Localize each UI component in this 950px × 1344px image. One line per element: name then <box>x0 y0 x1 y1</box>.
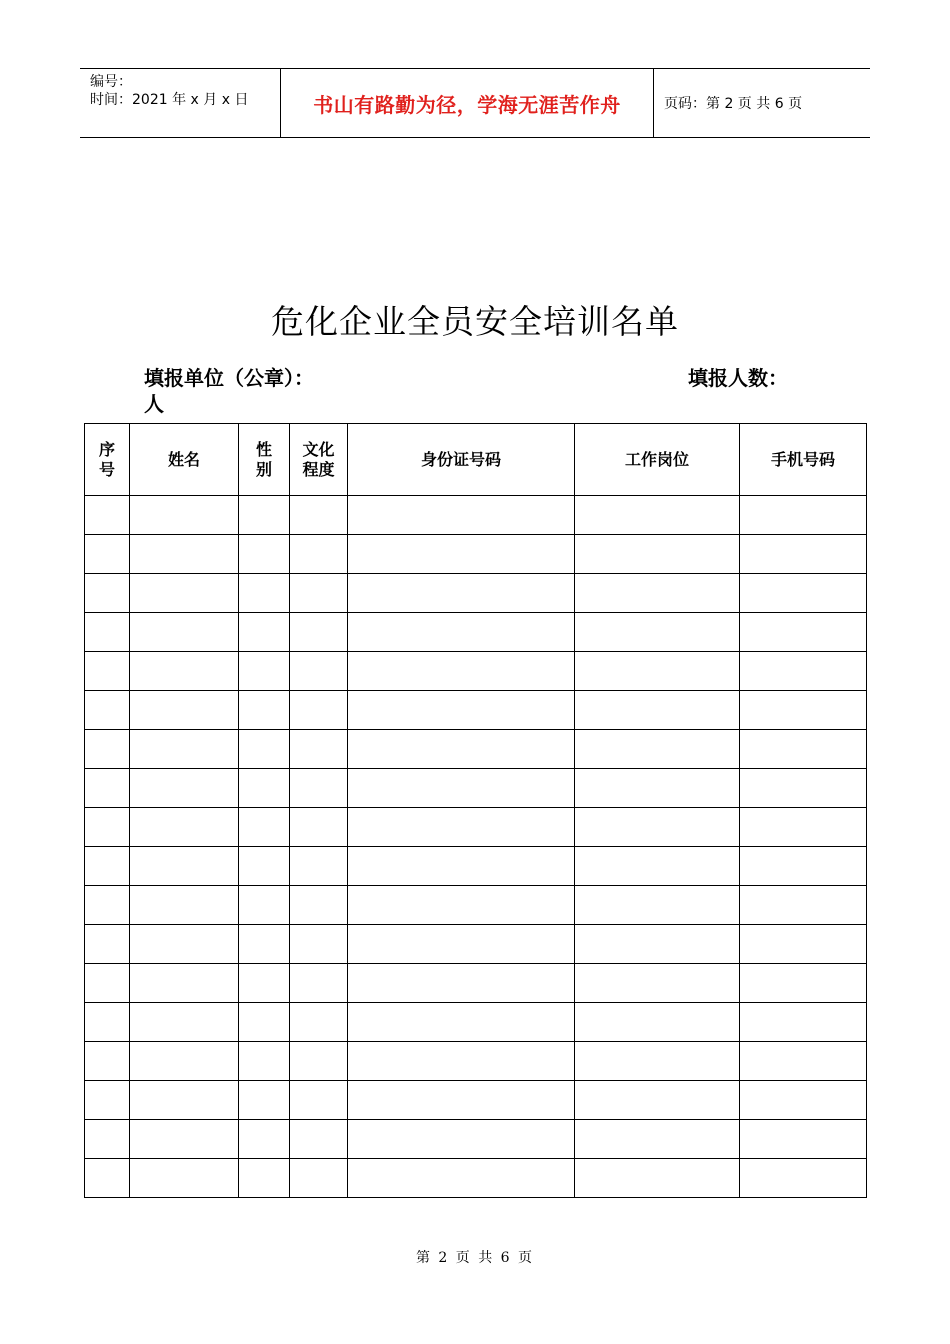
roster-body <box>85 496 867 1198</box>
table-cell[interactable] <box>740 1042 867 1081</box>
table-cell[interactable] <box>130 652 239 691</box>
table-cell[interactable] <box>348 1042 575 1081</box>
roster-table <box>84 423 867 1198</box>
table-cell[interactable] <box>130 769 239 808</box>
fill-count-label: 填报人数： <box>688 366 788 390</box>
motto-text: 书山有路勤为径，学海无涯苦作舟 <box>313 92 621 117</box>
table-cell[interactable] <box>130 847 239 886</box>
document-title: 危化企业全员安全培训名单 <box>271 302 679 341</box>
table-cell[interactable] <box>130 613 239 652</box>
table-cell[interactable] <box>348 730 575 769</box>
table-cell[interactable] <box>575 847 740 886</box>
code-label: 编号： <box>90 74 132 90</box>
table-cell[interactable] <box>85 769 130 808</box>
table-cell[interactable] <box>575 574 740 613</box>
table-cell[interactable] <box>740 613 867 652</box>
col-header-seq: 序 号 <box>85 424 130 496</box>
fill-count-suffix: 人 <box>144 392 164 416</box>
table-cell[interactable] <box>85 808 130 847</box>
table-cell[interactable] <box>290 730 348 769</box>
table-cell[interactable] <box>85 1120 130 1159</box>
table-cell[interactable] <box>85 496 130 535</box>
table-cell[interactable] <box>239 808 290 847</box>
table-cell[interactable] <box>85 691 130 730</box>
table-cell[interactable] <box>348 847 575 886</box>
table-cell[interactable] <box>239 964 290 1003</box>
table-row <box>85 808 867 847</box>
table-cell[interactable] <box>85 1003 130 1042</box>
table-cell[interactable] <box>740 652 867 691</box>
table-cell[interactable] <box>290 964 348 1003</box>
table-row <box>85 886 867 925</box>
col-header-education: 文化 程度 <box>290 424 348 496</box>
table-row <box>85 535 867 574</box>
table-cell[interactable] <box>575 964 740 1003</box>
table-cell[interactable] <box>348 808 575 847</box>
table-cell[interactable] <box>575 886 740 925</box>
page-label: 页码：第 2 页 共 6 页 <box>664 96 803 112</box>
table-cell[interactable] <box>239 535 290 574</box>
fill-unit-label: 填报单位（公章）： <box>144 366 314 390</box>
table-cell[interactable] <box>290 847 348 886</box>
table-cell[interactable] <box>85 847 130 886</box>
table-cell[interactable] <box>740 769 867 808</box>
table-cell[interactable] <box>85 1081 130 1120</box>
table-cell[interactable] <box>130 1042 239 1081</box>
table-cell[interactable] <box>130 691 239 730</box>
table-cell[interactable] <box>130 535 239 574</box>
table-row <box>85 925 867 964</box>
table-cell[interactable] <box>575 1159 740 1198</box>
col-header-phone: 手机号码 <box>740 424 867 496</box>
table-cell[interactable] <box>85 964 130 1003</box>
table-cell[interactable] <box>348 886 575 925</box>
table-cell[interactable] <box>740 496 867 535</box>
table-row <box>85 574 867 613</box>
table-cell[interactable] <box>85 925 130 964</box>
table-cell[interactable] <box>740 691 867 730</box>
table-cell[interactable] <box>239 1003 290 1042</box>
table-cell[interactable] <box>290 574 348 613</box>
table-cell[interactable] <box>740 1081 867 1120</box>
table-cell[interactable] <box>130 1003 239 1042</box>
table-cell[interactable] <box>85 652 130 691</box>
table-cell[interactable] <box>130 925 239 964</box>
table-cell[interactable] <box>290 886 348 925</box>
table-cell[interactable] <box>130 730 239 769</box>
table-cell[interactable] <box>290 1003 348 1042</box>
table-row <box>85 691 867 730</box>
table-cell[interactable] <box>290 769 348 808</box>
table-cell[interactable] <box>575 613 740 652</box>
table-cell[interactable] <box>239 769 290 808</box>
table-cell[interactable] <box>130 1120 239 1159</box>
table-cell[interactable] <box>290 1120 348 1159</box>
header-page-cell <box>654 69 870 137</box>
table-cell[interactable] <box>348 1120 575 1159</box>
table-cell[interactable] <box>290 1081 348 1120</box>
table-cell[interactable] <box>290 925 348 964</box>
page-header <box>80 68 870 138</box>
table-cell[interactable] <box>575 535 740 574</box>
table-cell[interactable] <box>130 1159 239 1198</box>
table-cell[interactable] <box>85 574 130 613</box>
table-row <box>85 652 867 691</box>
table-row <box>85 1159 867 1198</box>
table-cell[interactable] <box>348 691 575 730</box>
table-row <box>85 1081 867 1120</box>
table-cell[interactable] <box>239 691 290 730</box>
table-row <box>85 1120 867 1159</box>
table-cell[interactable] <box>85 1042 130 1081</box>
table-cell[interactable] <box>130 886 239 925</box>
table-cell[interactable] <box>348 613 575 652</box>
table-cell[interactable] <box>348 574 575 613</box>
table-cell[interactable] <box>130 1081 239 1120</box>
table-cell[interactable] <box>239 1081 290 1120</box>
col-header-position: 工作岗位 <box>575 424 740 496</box>
table-row <box>85 847 867 886</box>
table-cell[interactable] <box>290 496 348 535</box>
table-cell[interactable] <box>239 847 290 886</box>
table-cell[interactable] <box>290 535 348 574</box>
table-cell[interactable] <box>575 1081 740 1120</box>
table-cell[interactable] <box>575 1120 740 1159</box>
table-cell[interactable] <box>239 574 290 613</box>
table-row <box>85 1003 867 1042</box>
col-header-gender: 性 别 <box>239 424 290 496</box>
table-cell[interactable] <box>740 535 867 574</box>
table-cell[interactable] <box>348 964 575 1003</box>
table-cell[interactable] <box>575 1042 740 1081</box>
table-row <box>85 769 867 808</box>
table-row <box>85 964 867 1003</box>
table-cell[interactable] <box>239 496 290 535</box>
table-cell[interactable] <box>740 808 867 847</box>
table-cell[interactable] <box>239 925 290 964</box>
table-cell[interactable] <box>348 1003 575 1042</box>
table-row <box>85 1042 867 1081</box>
table-cell[interactable] <box>239 613 290 652</box>
table-cell[interactable] <box>348 925 575 964</box>
header-motto-cell <box>281 69 654 137</box>
table-cell[interactable] <box>130 574 239 613</box>
table-cell[interactable] <box>290 808 348 847</box>
table-cell[interactable] <box>740 730 867 769</box>
table-row <box>85 496 867 535</box>
col-header-id-number: 身份证号码 <box>348 424 575 496</box>
table-cell[interactable] <box>85 535 130 574</box>
table-cell[interactable] <box>740 1159 867 1198</box>
table-cell[interactable] <box>575 652 740 691</box>
table-cell[interactable] <box>85 613 130 652</box>
table-cell[interactable] <box>575 808 740 847</box>
col-header-name: 姓名 <box>130 424 239 496</box>
table-cell[interactable] <box>740 886 867 925</box>
table-cell[interactable] <box>740 1120 867 1159</box>
time-label: 时间：2021 年 x 月 x 日 <box>90 92 249 108</box>
page-footer: 第 2 页 共 6 页 <box>415 1250 535 1266</box>
table-cell[interactable] <box>575 925 740 964</box>
table-cell[interactable] <box>348 496 575 535</box>
table-cell[interactable] <box>130 808 239 847</box>
table-cell[interactable] <box>290 652 348 691</box>
table-cell[interactable] <box>239 652 290 691</box>
table-cell[interactable] <box>348 535 575 574</box>
table-cell[interactable] <box>290 1159 348 1198</box>
table-cell[interactable] <box>239 1120 290 1159</box>
table-cell[interactable] <box>239 1159 290 1198</box>
table-cell[interactable] <box>575 691 740 730</box>
table-cell[interactable] <box>290 691 348 730</box>
table-cell[interactable] <box>575 496 740 535</box>
table-cell[interactable] <box>740 847 867 886</box>
table-cell[interactable] <box>85 1159 130 1198</box>
table-cell[interactable] <box>740 1003 867 1042</box>
table-cell[interactable] <box>85 730 130 769</box>
table-cell[interactable] <box>239 730 290 769</box>
table-cell[interactable] <box>290 1042 348 1081</box>
table-cell[interactable] <box>239 886 290 925</box>
table-cell[interactable] <box>740 925 867 964</box>
table-cell[interactable] <box>130 496 239 535</box>
table-cell[interactable] <box>575 769 740 808</box>
table-cell[interactable] <box>290 613 348 652</box>
table-cell[interactable] <box>575 1003 740 1042</box>
table-cell[interactable] <box>348 652 575 691</box>
header-meta <box>80 69 281 137</box>
table-cell[interactable] <box>348 769 575 808</box>
table-cell[interactable] <box>85 886 130 925</box>
table-cell[interactable] <box>740 964 867 1003</box>
table-row <box>85 613 867 652</box>
table-cell[interactable] <box>130 964 239 1003</box>
table-header-row <box>85 424 867 496</box>
table-cell[interactable] <box>348 1159 575 1198</box>
table-cell[interactable] <box>575 730 740 769</box>
table-cell[interactable] <box>740 574 867 613</box>
table-cell[interactable] <box>348 1081 575 1120</box>
table-row <box>85 730 867 769</box>
table-cell[interactable] <box>239 1042 290 1081</box>
